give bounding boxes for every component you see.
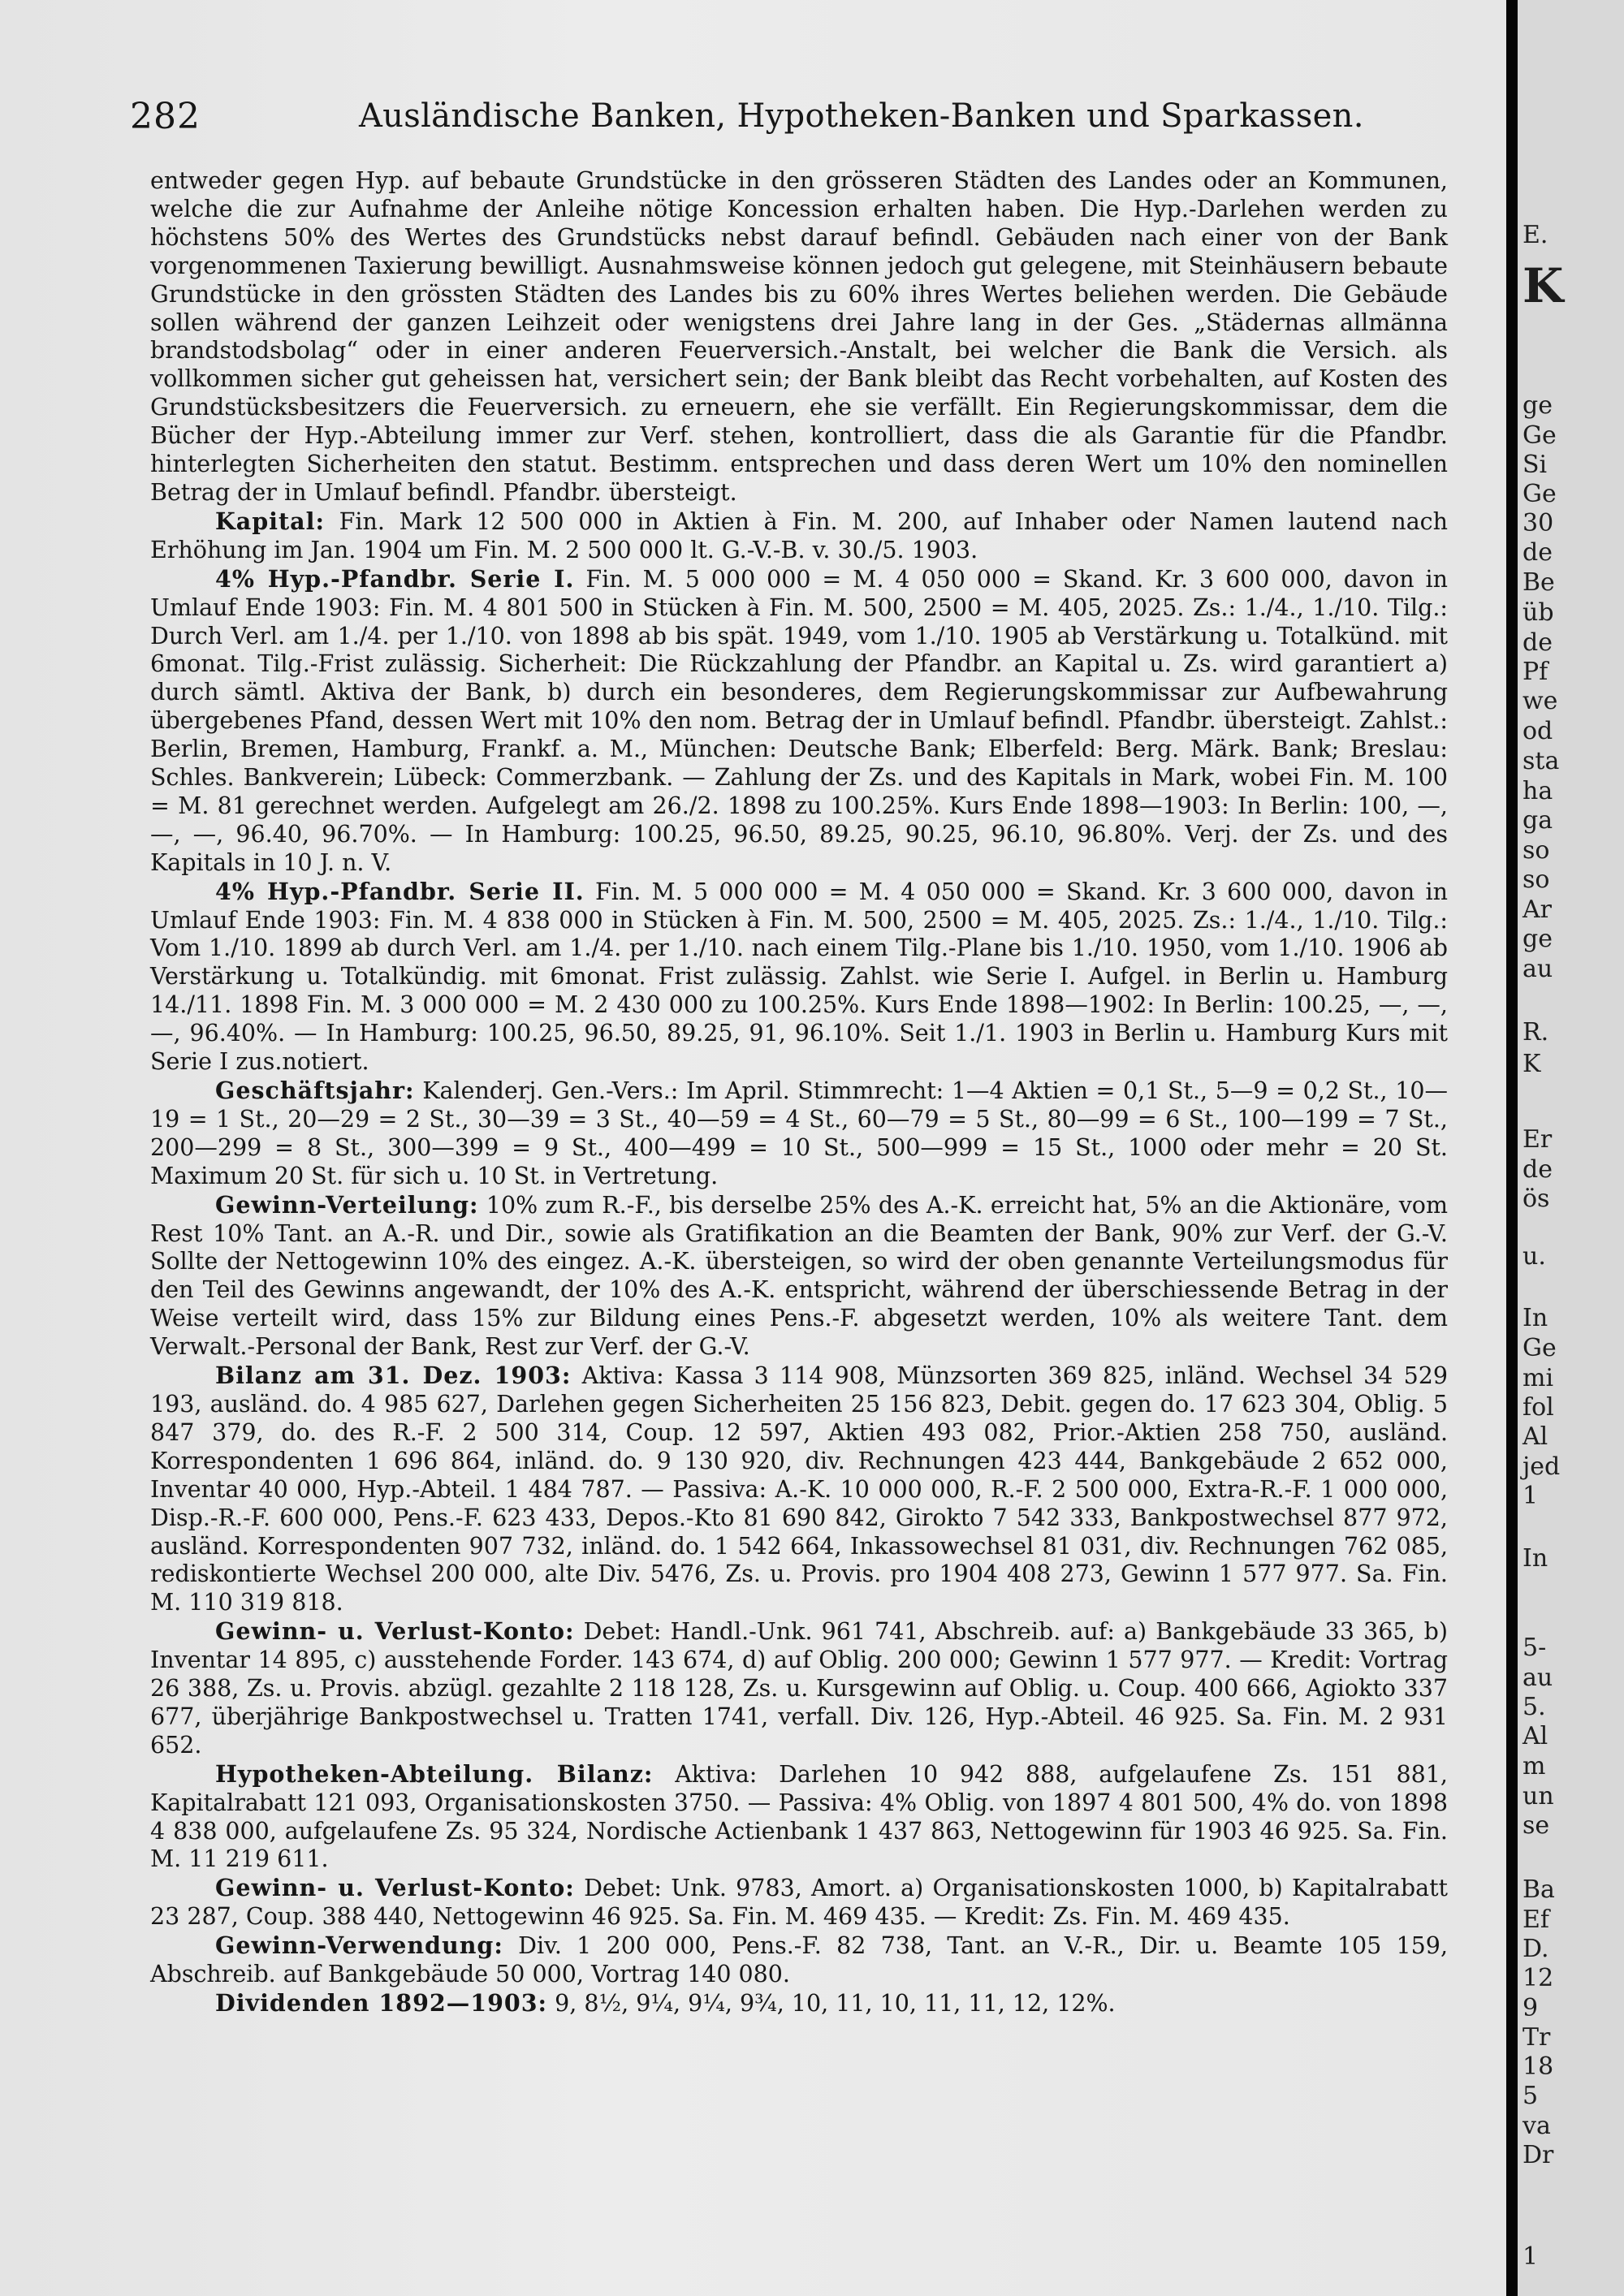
- paragraph-text: Debet: Handl.-Unk. 961 741, Abschreib. auf: a) Bankgebäude 33 365, b) Inventar 14 895, c) ausstehende Forder. 143 674, d) auf Oblig. 200 000; Gewinn 1 577 977. — Kredit: Vortrag 26 388, Zs. u. Provis. abzügl. gezahlte 2 118 128, Zs. u. Kursgewinn auf Oblig. u. Coup. 400 666, Agiokto 337 677, überjährige Bankpostwechsel u. Tratten 1741, verfall. Div. 126, Hyp.-Abteil. 46 925. Sa. Fin. M. 2 931 652.: [150, 1618, 1448, 1759]
- paragraph-kapital: [150, 507, 1448, 565]
- neighbor-page-fragment: ha: [1522, 777, 1553, 805]
- paragraph-text: Kalenderj. Gen.-Vers.: Im April. Stimmrecht: 1—4 Aktien = 0,1 St., 5—9 = 0,2 St., 10—19 = 1 St., 20—29 = 2 St., 30—39 = 3 St., 40—59 = 4 St., 60—79 = 5 St., 80—99 = 6 St., 100—199 = 7 St., 200—299 = 8 St., 300—399 = 9 St., 400—499 = 10 St., 500—999 = 15 St., 1000 oder mehr = 20 St. Maximum 20 St. für sich u. 10 St. in Vertretung.: [150, 1077, 1448, 1189]
- neighbor-page-fragment: 12: [1522, 1964, 1554, 1992]
- neighbor-page-fragment: K: [1522, 1050, 1541, 1078]
- neighbor-page-fragment: un: [1522, 1782, 1554, 1810]
- paragraph-text: 10% zum R.-F., bis derselbe 25% des A.-K. erreicht hat, 5% an die Aktionäre, vom Rest 10% Tant. an A.-R. und Dir., sowie als Gratifikation an die Beamten der Bank, 90% zur Verf. der G.-V. Sollte der Nettogewinn 10% des eingez. A.-K. übersteigen, so wird der oben genannte Verteilungsmodus für den Teil des Gewinns angewandt, der 10% des A.-K. entspricht, während der überschiessende Betrag in der Weise verteilt wird, dass 15% zur Bildung eines Pens.-F. abgesetzt werden, 10% als weitere Tant. dem Verwalt.-Personal der Bank, Rest zur Verf. der G.-V.: [150, 1191, 1448, 1361]
- neighbor-page-fragment: Al: [1522, 1422, 1548, 1451]
- neighbor-page-fragment: Ge: [1522, 1334, 1557, 1362]
- neighbor-page-fragment: sta: [1522, 747, 1560, 775]
- neighbor-page-fragment: Ar: [1522, 896, 1553, 924]
- section-heading: Gewinn- u. Verlust-Konto:: [215, 1617, 575, 1646]
- neighbor-page-strip: [1518, 0, 1624, 2296]
- neighbor-page-fragment: so: [1522, 865, 1550, 894]
- section-heading: Gewinn-Verwendung:: [215, 1931, 503, 1960]
- paragraph-serie-2: [150, 878, 1448, 1077]
- section-heading: Geschäftsjahr:: [215, 1077, 415, 1104]
- neighbor-page-fragment: u.: [1522, 1242, 1546, 1271]
- neighbor-page-fragment: Tr: [1522, 2023, 1551, 2052]
- paragraph-text: 9, 8½, 9¼, 9¼, 9¾, 10, 11, 10, 11, 11, 12, 12%.: [555, 1990, 1116, 2017]
- paragraph-text: Fin. M. 5 000 000 = M. 4 050 000 = Skand. Kr. 3 600 000, davon in Umlauf Ende 1903: Fin. M. 4 801 500 in Stücken à Fin. M. 500, 2500 = M. 405, 2025. Zs.: 1./4., 1./10. Tilg.: Durch Verl. am 1./4. per 1./10. von 1898 ab bis spät. 1949, vom 1./10. 1905 ab Verstärkung u. Totalkünd. mit 6monat. Tilg.-Frist zulässig. Sicherheit: Die Rückzahlung der Pfandbr. an Kapital u. Zs. wird garantiert a) durch sämtl. Aktiva der Bank, b) durch ein besonderes, dem Regierungskommissar zur Aufbewahrung übergebenes Pfand, dessen Wert mit 10% den nom. Betrag der in Umlauf befindl. Pfandbr. übersteigt. Zahlst.: Berlin, Bremen, Hamburg, Frankf. a. M., München: Deutsche Bank; Elberfeld: Berg. Märk. Bank; Breslau: Schles. Bankverein; Lübeck: Commerzbank. — Zahlung der Zs. und des Kapitals in Mark, wobei Fin. M. 100 = M. 81 gerechnet werden. Aufgelegt am 26./2. 1898 zu 100.25%. Kurs Ende 1898—1903: In Berlin: 100, —, —, —, 96.40, 96.70%. — In Hamburg: 100.25, 96.50, 89.25, 90.25, 96.10, 96.80%. Verj. der Zs. und des Kapitals in 10 J. n. V.: [150, 565, 1448, 876]
- section-heading: 4% Hyp.-Pfandbr. Serie I.: [215, 564, 575, 593]
- neighbor-page-fragment: Ge: [1522, 421, 1557, 450]
- body-text: [150, 167, 1448, 2018]
- neighbor-page-fragment: od: [1522, 717, 1553, 745]
- neighbor-page-fragment: de: [1522, 628, 1553, 657]
- section-heading: Gewinn-Verteilung:: [215, 1190, 479, 1219]
- paragraph-bilanz: [150, 1362, 1448, 1617]
- neighbor-page-fragment: Er: [1522, 1125, 1553, 1154]
- neighbor-page-fragment: K: [1522, 258, 1564, 313]
- neighbor-page-fragment: de: [1522, 538, 1553, 567]
- paragraph-text: Aktiva: Darlehen 10 942 888, aufgelaufene Zs. 151 881, Kapitalrabatt 121 093, Organisationskosten 3750. — Passiva: 4% Oblig. von 1897 4 801 500, 4% do. von 1898 4 838 000, aufgelaufene Zs. 95 324, Nordische Actienbank 1 437 863, Nettogewinn für 1903 46 925. Sa. Fin. M. 11 219 611.: [150, 1760, 1448, 1873]
- neighbor-page-fragment: R.: [1522, 1018, 1549, 1047]
- book-gutter: [1506, 0, 1518, 2296]
- neighbor-page-fragment: m: [1522, 1752, 1546, 1780]
- neighbor-page-fragment: In: [1522, 1544, 1548, 1573]
- paragraph-text: entweder gegen Hyp. auf bebaute Grundstücke in den grösseren Städten des Landes oder an Kommunen, welche die zur Aufnahme der Anleihe nötige Koncession erhalten haben. Die Hyp.-Darlehen werden zu höchstens 50% des Wertes des Grundstücks nebst darauf befindl. Gebäuden nach einer von der Bank vorgenommenen Taxierung bewilligt. Ausnahmsweise können jedoch gut gelegene, mit Steinhäusern bebaute Grundstücke in den grössten Städten des Landes bis zu 60% ihres Wertes beliehen werden. Die Gebäude sollen während der ganzen Leihzeit oder wenigstens drei Jahre lang in der Ges. „Städernas allmänna brandstodsbolag“ oder in einer anderen Feuerversich.-Anstalt, bei welcher die Bank die Versich. als vollkommen sicher gut geheissen hat, versichert sein; der Bank bleibt das Recht vorbehalten, auf Kosten des Grundstücksbesitzers die Feuerversich. zu erneuern, ehe sie verfällt. Ein Regierungskommissar, dem die Bücher der Hyp.-Abteilung immer zur Verf. stehen, kontrolliert, dass die als Garantie für die Pfandbr. hinterlegten Sicherheiten den statut. Bestimm. entsprechen und dass deren Wert um 10% den nominellen Betrag der in Umlauf befindl. Pfandbr. übersteigt.: [150, 167, 1448, 506]
- neighbor-page-fragment: Ge: [1522, 480, 1557, 508]
- neighbor-page-fragment: ös: [1522, 1185, 1550, 1213]
- paragraph-text: Fin. Mark 12 500 000 in Aktien à Fin. M. 200, auf Inhaber oder Namen lautend nach Erhöhung im Jan. 1904 um Fin. M. 2 500 000 lt. G.-V.-B. v. 30./5. 1903.: [150, 507, 1449, 563]
- page-number: 282: [130, 96, 201, 137]
- paragraph-intro: [150, 167, 1448, 507]
- neighbor-page-fragment: Al: [1522, 1722, 1548, 1750]
- neighbor-page-fragment: au: [1522, 1664, 1553, 1692]
- neighbor-page-fragment: Pf: [1522, 658, 1548, 686]
- neighbor-page-fragment: E.: [1522, 221, 1548, 249]
- section-heading: Kapital:: [215, 507, 325, 535]
- neighbor-page-fragment: 5: [1522, 2082, 1539, 2110]
- paragraph-text: Aktiva: Kassa 3 114 908, Münzsorten 369 825, inländ. Wechsel 34 529 193, ausländ. do. 4 985 627, Darlehen gegen Sicherheiten 25 156 823, Debit. gegen do. 17 623 304, Oblig. 5 847 379, do. des R.-F. 2 500 314, Coup. 12 597, Aktien 493 082, Prior.-Aktien 258 750, ausländ. Korrespondenten 1 696 864, inländ. do. 9 130 920, div. Rechnungen 423 444, Bankgebäude 2 652 000, Inventar 40 000, Hyp.-Abteil. 1 484 787. — Passiva: A.-K. 10 000 000, R.-F. 2 500 000, Extra-R.-F. 1 000 000, Disp.-R.-F. 600 000, Pens.-F. 623 433, Depos.-Kto 81 690 842, Girokto 7 542 333, Bankpostwechsel 877 972, ausländ. Korrespondenten 907 732, inländ. do. 1 542 664, Inkassowechsel 81 031, div. Rechnungen 762 085, rediskontierte Wechsel 200 000, alte Div. 5476, Zs. u. Provis. pro 1904 408 273, Gewinn 1 577 977. Sa. Fin. M. 110 319 818.: [150, 1362, 1448, 1616]
- paragraph-dividenden: [150, 1989, 1448, 2018]
- section-heading: Gewinn- u. Verlust-Konto:: [215, 1874, 575, 1902]
- neighbor-page-fragment: Dr: [1522, 2141, 1554, 2169]
- section-heading: Hypotheken-Abteilung. Bilanz:: [215, 1759, 654, 1788]
- neighbor-page-fragment: we: [1522, 687, 1558, 715]
- paragraph-text: Debet: Unk. 9783, Amort. a) Organisationskosten 1000, b) Kapitalrabatt 23 287, Coup. 388 440, Nettogewinn 46 925. Sa. Fin. M. 469 435. — Kredit: Zs. Fin. M. 469 435.: [150, 1875, 1448, 1931]
- neighbor-page-fragment: 5-: [1522, 1634, 1547, 1662]
- neighbor-page-fragment: 1: [1522, 1482, 1539, 1510]
- neighbor-page-fragment: Be: [1522, 568, 1555, 597]
- neighbor-page-fragment: 18: [1522, 2052, 1554, 2081]
- neighbor-page-fragment: fol: [1522, 1393, 1554, 1422]
- neighbor-page-fragment: Ef: [1522, 1905, 1550, 1934]
- paragraph-text: Fin. M. 5 000 000 = M. 4 050 000 = Skand. Kr. 3 600 000, davon in Umlauf Ende 1903: Fin. M. 4 838 000 in Stücken à Fin. M. 500, 2500 = M. 405, 2025. Zs.: 1./4., 1./10. Tilg.: Vom 1./10. 1899 ab durch Verl. am 1./4. per 1./10. nach einem Tilg.-Plane bis 1./10. 1950, vom 1./10. 1906 ab Verstärkung u. Totalkündig. mit 6monat. Frist zulässig. Zahlst. wie Serie I. Aufgel. in Berlin u. Hamburg 14./11. 1898 Fin. M. 3 000 000 = M. 2 430 000 zu 100.25%. Kurs Ende 1898—1902: In Berlin: 100.25, —, —, —, 96.40%. — In Hamburg: 100.25, 96.50, 89.25, 91, 96.10%. Seit 1./1. 1903 in Berlin u. Hamburg Kurs mit Serie I zus.notiert.: [150, 878, 1448, 1076]
- paragraph-hypotheken-bilanz: [150, 1760, 1448, 1875]
- paragraph-gewinn-verlust: [150, 1617, 1448, 1760]
- paragraph-geschaeftsjahr: [150, 1077, 1448, 1191]
- neighbor-page-fragment: va: [1522, 2112, 1551, 2140]
- neighbor-page-fragment: de: [1522, 1155, 1553, 1184]
- neighbor-page-fragment: se: [1522, 1811, 1550, 1840]
- running-title: Ausländische Banken, Hypotheken-Banken und Sparkassen.: [359, 97, 1364, 135]
- neighbor-page-fragment: so: [1522, 836, 1550, 865]
- neighbor-page-fragment: ge: [1522, 391, 1553, 420]
- neighbor-page-fragment: D.: [1522, 1935, 1549, 1963]
- section-heading: Dividenden 1892—1903:: [215, 1989, 548, 2017]
- neighbor-page-fragment: 5.: [1522, 1693, 1546, 1721]
- neighbor-page-fragment: mi: [1522, 1364, 1554, 1392]
- paragraph-gewinn-verteilung: [150, 1191, 1448, 1362]
- neighbor-page-fragment: Si: [1522, 451, 1548, 479]
- neighbor-page-fragment: 9: [1522, 1994, 1539, 2022]
- neighbor-page-fragment: ge: [1522, 925, 1553, 953]
- neighbor-page-fragment: jed: [1522, 1452, 1561, 1481]
- paragraph-hypotheken-gewinn-verlust: [150, 1874, 1448, 1931]
- neighbor-page-fragment: üb: [1522, 598, 1554, 627]
- section-heading: Bilanz am 31. Dez. 1903:: [215, 1362, 572, 1390]
- neighbor-page-fragment: Ba: [1522, 1875, 1555, 1904]
- neighbor-page-fragment: ga: [1522, 806, 1553, 835]
- page-header: [130, 96, 1445, 141]
- paragraph-serie-1: [150, 565, 1448, 878]
- section-heading: 4% Hyp.-Pfandbr. Serie II.: [215, 877, 585, 905]
- neighbor-page-fragment: au: [1522, 955, 1553, 983]
- paragraph-gewinn-verwendung: [150, 1931, 1448, 1989]
- neighbor-page-fragment: In: [1522, 1304, 1548, 1332]
- neighbor-page-fragment: 1: [1522, 2242, 1539, 2271]
- neighbor-page-fragment: 30: [1522, 509, 1554, 537]
- paragraph-text: Div. 1 200 000, Pens.-F. 82 738, Tant. an V.-R., Dir. u. Beamte 105 159, Abschreib. auf Bankgebäude 50 000, Vortrag 140 080.: [150, 1932, 1448, 1988]
